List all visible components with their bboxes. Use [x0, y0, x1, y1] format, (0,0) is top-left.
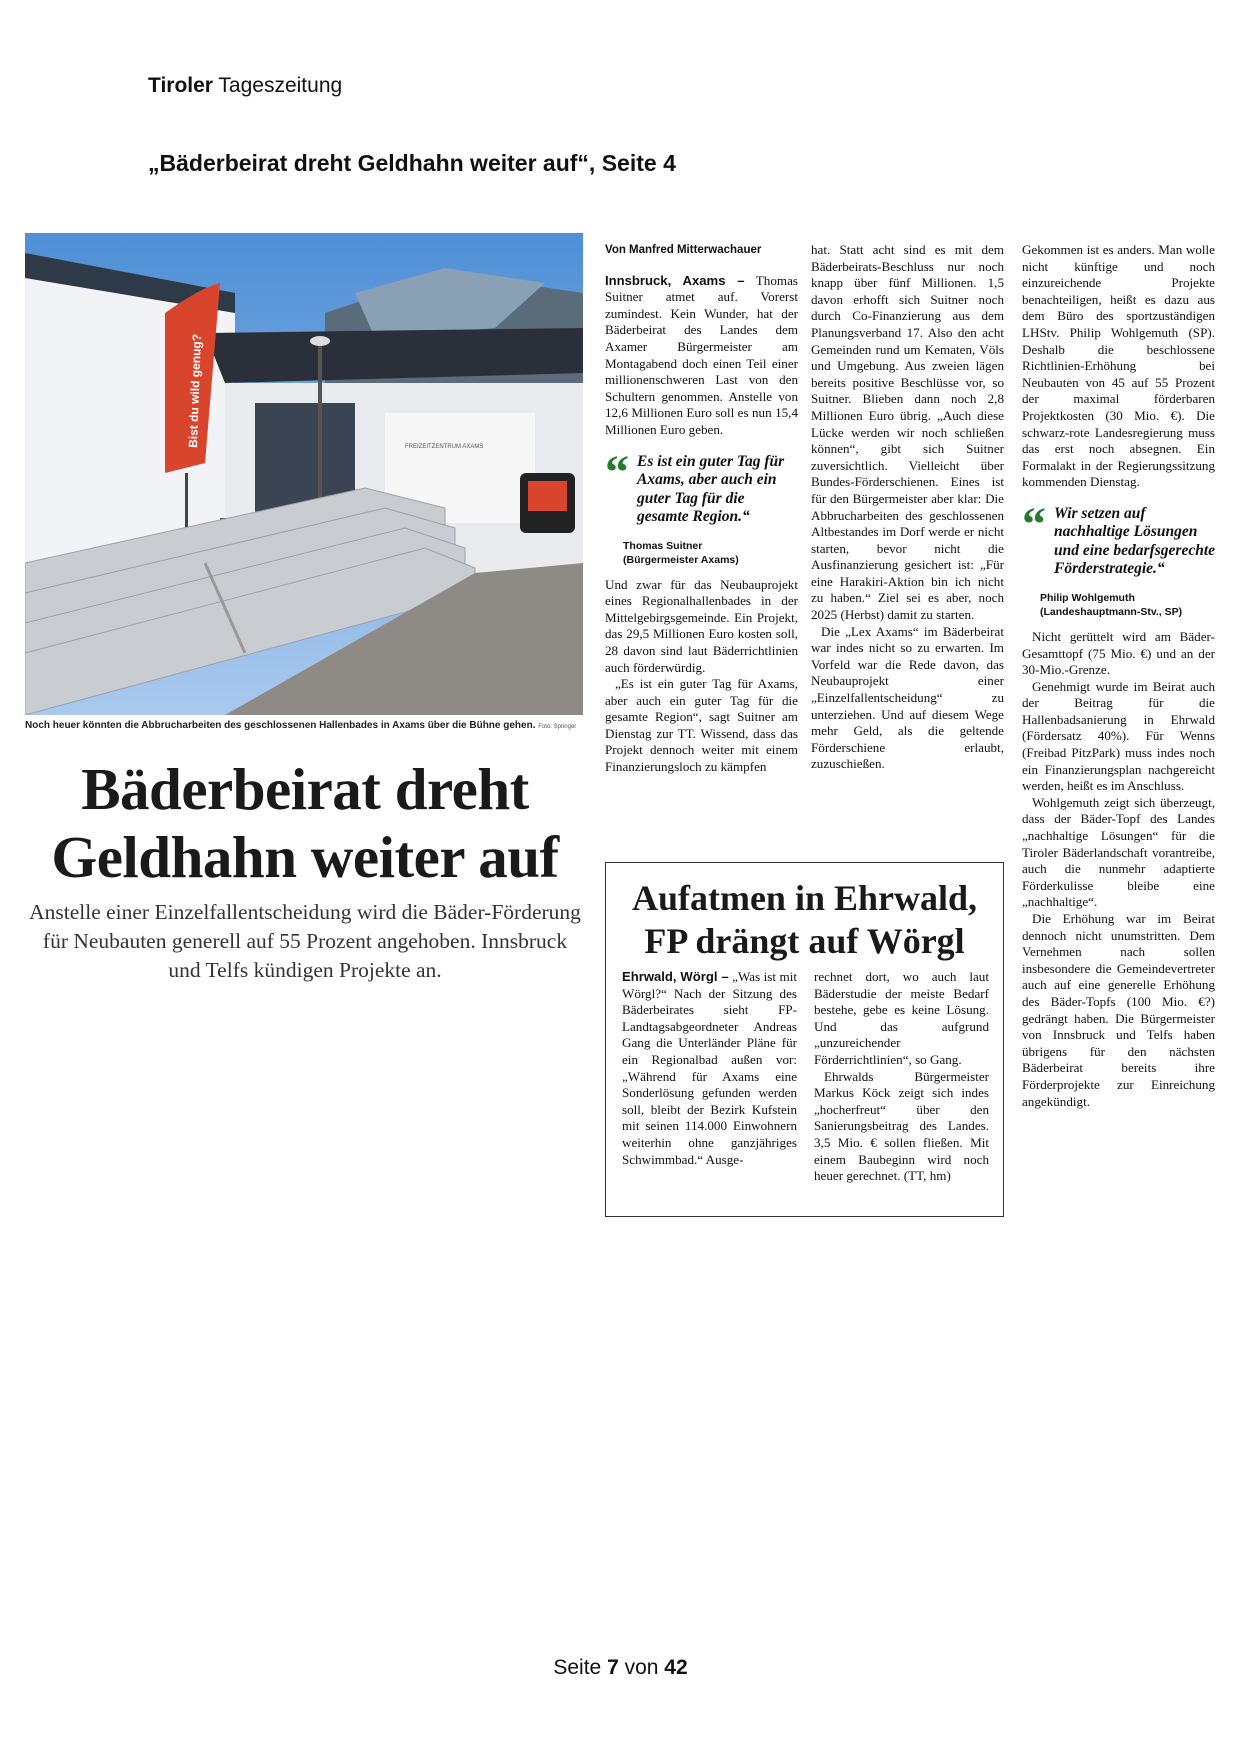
photo-caption: [25, 720, 585, 731]
subheadline: Anstelle einer Einzelfallentscheidung wird die Bäder-Förderung für Neubauten generell auf 55 Prozent angehoben. Innsbruck und Telfs kündigen Projekte an.: [29, 900, 581, 982]
side-story-paragraph-1-text: „Was ist mit Wörgl?“ Nach der Sitzung des Bäderbeirates sieht FP-Landtagsabgeordneter Andreas Gang die Unterländer Pläne für ein Regionalbad außen vor: „Während für Axams eine Sonderlösung gefunden werden soll, bleibt der Bezirk Kufstein mit seinen 114.000 Einwohnern weiterhin ohne ganzjähriges Schwimmbad.“ Ausge-: [622, 969, 797, 1167]
article-column-1: [605, 242, 798, 776]
headline-line-1: Bäderbeirat dreht: [81, 756, 529, 822]
dateline: Innsbruck, Axams –: [605, 272, 745, 288]
photo-caption-text: Noch heuer könnten die Abbrucharbeiten des geschlossenen Hallenbades in Axams über die Bühne gehen.: [25, 720, 536, 731]
side-story-column-1: [622, 969, 797, 1168]
article-reference: „Bäderbeirat dreht Geldhahn weiter auf“, Seite 4: [148, 150, 676, 176]
pull-quote-role: (Landeshauptmann-Stv., SP): [1040, 605, 1183, 618]
article-column-2: [811, 242, 1004, 773]
article-column-3: [1022, 242, 1215, 1110]
side-story-headline-line-1: Aufatmen in Ehrwald,: [631, 878, 978, 918]
footer-page-total: 42: [664, 1656, 688, 1679]
footer-mid: von: [618, 1656, 665, 1679]
column-3-paragraph-3: Genehmigt wurde im Beirat auch der Beitrag für die Hallenbadsanierung in Ehrwald (Fördersatz 40%). Für Wenns (Freibad PitzPark) muss indes noch ein Finanzierungsplan nachgereicht werden, heißt es im Anschluss.: [1022, 678, 1215, 794]
column-1-paragraph-3: „Es ist ein guter Tag für Axams, aber auch ein guter Tag für die gesamte Region“, sagt Suitner am Dienstag zur TT. Wissend, dass das Projekt dennoch weiter mit einem Finanzierungsloch zu kämpfen: [605, 676, 798, 775]
photo-credit: Foto: Springer: [538, 724, 577, 730]
footer-page-number: 7: [607, 1656, 619, 1679]
column-3-paragraph-5: Die Erhöhung war im Beirat dennoch nicht unumstritten. Dem Vernehmen nach sollen insbesondere die Gemeindevertreter auch auf eine generelle Erhöhung des Bäder-Topfs (100 Mio. €?) gedrängt haben. Die Bürgermeister von Innsbruck und Telfs haben übrigens für den nächsten Bäderbeirat bereits ihre Förderprojekte zur Einreichung angekündigt.: [1022, 911, 1215, 1109]
headline-line-2: Geldhahn weiter auf: [51, 824, 559, 890]
pull-quote-role: (Bürgermeister Axams): [623, 553, 739, 566]
pull-quote-wohlgemuth: [1022, 497, 1216, 619]
column-3-paragraph-2: Nicht gerüttelt wird am Bäder-Gesamttopf (75 Mio. €) und an der 30-Mio.-Grenze.: [1022, 628, 1215, 678]
side-story-paragraph-1: [622, 969, 797, 1168]
column-2-paragraph-1: hat. Statt acht sind es mit dem Bäderbeirats-Beschluss nur noch knapp über fünf Millionen. 1,5 davon erhofft sich Suitner noch durch Co-Finanzierung aus dem Planungsverband 17. Also den acht Gemeinden rund um Kematen, Völs und Umgebung. Aus zweien lägen bereits positive Beschlüsse vor, so Suitner. Blieben dann noch 2,8 Millionen Euro übrig. „Auch diese Lücke werden wir noch schließen können“, gibt sich Suitner zuversichtlich. Vielleicht über Bundes-Förderschienen. Eines ist für den Bürgermeister aber klar: Die Abbrucharbeiten des geschlossenen Altbestandes im Dorf werde er nicht starten, bevor nicht die Ausfinanzierung gesichert ist: „Für eine Harakiri-Aktion bin ich nicht zu haben.“ Ziel sei es aber, noch 2025 (Herbst) damit zu starten.: [811, 242, 1004, 623]
pull-quote-text: Wir setzen auf nachhaltige Lösungen und eine bedarfsgerechte Förderstrategie.“: [1054, 504, 1216, 578]
side-story-paragraph-2: rechnet dort, wo auch laut Bäderstudie der meiste Bedarf bestehe, gebe es keine Lösung. Und das aufgrund „unzureichender Förderrichtlinien“, so Gang.: [814, 969, 989, 1067]
column-1-paragraph-2: Und zwar für das Neubauprojekt eines Regionalhallenbades in der Mittelgebirgsgemeinde. Ein Projekt, das 29,5 Millionen Euro kosten soll, 28 davon sind laut Bäderrichtlinien auch förderwürdig.: [605, 576, 798, 675]
pull-quote-attribution: [605, 539, 798, 567]
newspaper-name-rest: Tageszeitung: [212, 74, 343, 97]
column-1-paragraph-1: [605, 273, 798, 439]
page-footer: [0, 1656, 1241, 1680]
main-headline: [25, 755, 585, 891]
newspaper-name: [148, 74, 342, 98]
pull-quote-author: Thomas Suitner: [623, 539, 703, 552]
column-3-paragraph-1: Gekommen ist es anders. Man wolle nicht künftige und noch einzureichende Projekte benachteiligen, heißt es dazu aus dem Büro des sportzuständigen LHStv. Philip Wohlgemuth (SP). Deshalb die beschlossene Richtlinien-Erhöhung bei Neubauten von 45 auf 55 Prozent der maximal förderbaren Projektkosten (30 Mio. €). Die schwarz-rote Landesregierung muss das erst noch absegnen. Ein Formalakt in der Regierungssitzung kommenden Dienstag.: [1022, 242, 1215, 490]
byline: Von Manfred Mitterwachauer: [605, 244, 762, 256]
banner-text: Bist du wild genug?: [186, 333, 204, 449]
swimming-hall-illustration: [25, 233, 583, 715]
side-story-paragraph-3: Ehrwalds Bürgermeister Markus Köck zeigt sich indes „hocherfreut“ über den Sanierungsbeitrag des Landes. 3,5 Mio. € sollen fließen. Mit einem Baubeginn wird noch heuer gerechnet. (TT, hm): [814, 1068, 989, 1184]
footer-prefix: Seite: [553, 1656, 608, 1679]
side-story-box: [605, 862, 1004, 1217]
side-story-headline: [606, 877, 1003, 963]
pull-quote-attribution: [1022, 591, 1215, 619]
side-story-column-2: [814, 969, 989, 1185]
pull-quote-text: Es ist ein guter Tag für Axams, aber auch ein guter Tag für die gesamte Region.“: [637, 452, 785, 526]
newspaper-name-bold: Tiroler: [148, 74, 213, 97]
column-2-paragraph-2: Die „Lex Axams“ im Bäderbeirat war indes nicht so zu erwarten. Im Vorfeld war die Rede davon, das Neubauprojekt einer „Einzelfallentscheidung“ zu unterziehen. Und auf diesem Wege mehr Geld, als die geltende Förderschiene erlaubt, zuzuschießen.: [811, 623, 1004, 772]
pull-quote-author: Philip Wohlgemuth: [1040, 591, 1135, 604]
article-photo: [25, 233, 583, 715]
quote-mark-icon: “: [605, 445, 629, 499]
side-story-headline-line-2: FP drängt auf Wörgl: [644, 921, 965, 961]
quote-mark-icon: “: [1022, 497, 1046, 551]
side-story-dateline: Ehrwald, Wörgl –: [622, 969, 729, 984]
column-1-paragraph-1-text: Thomas Suitner atmet auf. Vorerst zumindest. Kein Wunder, hat der Bäderbeirat des Landes dem Axamer Bürgermeister am Montagabend doch einen Teil einer millionenschweren Last von den Schultern genommen. Anstelle von 12,6 Millionen Euro soll es nun 15,4 Millionen Euro geben.: [605, 272, 798, 437]
column-3-paragraph-4: Wohlgemuth zeigt sich überzeugt, dass der Bäder-Topf des Landes „nachhaltige Lösungen“ für die Tiroler Bäderlandschaft vorantreibe, auch die nunmehr adaptierte Förderkulisse bleibe eine „nachhaltige“.: [1022, 794, 1215, 910]
building-sign-text: FREIZEITZENTRUM AXAMS: [405, 444, 484, 450]
pull-quote-suitner: [605, 445, 798, 567]
